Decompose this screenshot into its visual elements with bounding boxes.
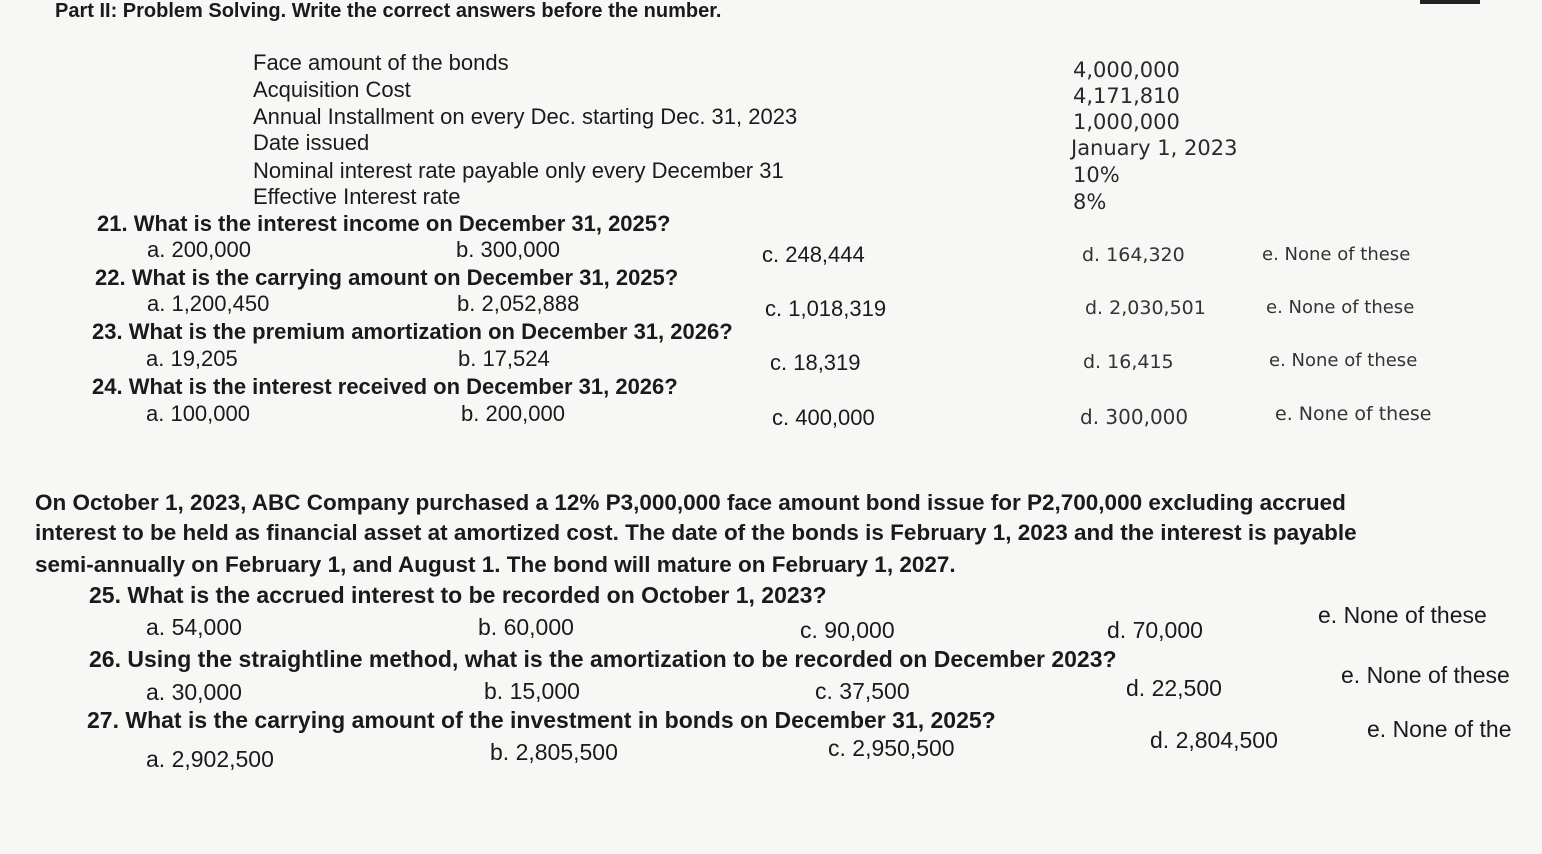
option-22b[interactable]: b. 2,052,888 xyxy=(457,291,580,316)
option-21b[interactable]: b. 300,000 xyxy=(456,237,560,262)
question-text: What is the accrued interest to be recorded on October 1, 2023? xyxy=(127,582,827,608)
option-27a[interactable]: a. 2,902,500 xyxy=(146,746,274,772)
given-label-date-issued: Date issued xyxy=(253,130,370,155)
question-21 xyxy=(97,211,670,237)
given-label-face-amount: Face amount of the bonds xyxy=(253,50,509,75)
given-value-face-amount: 4,000,000 xyxy=(1073,58,1180,82)
scenario-line-1: On October 1, 2023, ABC Company purchased a 12% P3,000,000 face amount bond issue for P2,700,000 excluding accrued xyxy=(35,490,1346,515)
option-25b[interactable]: b. 60,000 xyxy=(478,614,574,640)
option-23a[interactable]: a. 19,205 xyxy=(146,346,238,371)
given-value-acquisition-cost: 4,171,810 xyxy=(1073,84,1180,108)
question-number: 27. xyxy=(87,707,119,733)
option-25d[interactable]: d. 70,000 xyxy=(1107,617,1203,643)
option-25a[interactable]: a. 54,000 xyxy=(146,614,242,640)
given-value-effective-rate: 8% xyxy=(1073,190,1107,214)
option-23b[interactable]: b. 17,524 xyxy=(458,346,550,371)
option-25c[interactable]: c. 90,000 xyxy=(800,617,895,643)
option-24e[interactable]: e. None of these xyxy=(1275,403,1432,425)
option-26d[interactable]: d. 22,500 xyxy=(1126,675,1222,701)
scenario-line-2: interest to be held as financial asset at amortized cost. The date of the bonds is February 1, 2023 and the interest is payable xyxy=(35,520,1357,545)
option-26b[interactable]: b. 15,000 xyxy=(484,678,580,704)
question-23 xyxy=(92,319,733,345)
question-26 xyxy=(89,646,1117,673)
option-26e[interactable]: e. None of these xyxy=(1341,662,1510,688)
section-header: Part II: Problem Solving. Write the correct answers before the number. xyxy=(55,0,722,22)
given-value-date-issued: January 1, 2023 xyxy=(1071,136,1238,160)
option-22a[interactable]: a. 1,200,450 xyxy=(147,291,270,316)
given-label-effective-rate: Effective Interest rate xyxy=(253,184,461,209)
option-23d[interactable]: d. 16,415 xyxy=(1083,351,1174,373)
option-24c[interactable]: c. 400,000 xyxy=(772,405,875,430)
option-26c[interactable]: c. 37,500 xyxy=(815,678,910,704)
option-22d[interactable]: d. 2,030,501 xyxy=(1085,297,1206,319)
question-25 xyxy=(89,582,827,609)
option-21c[interactable]: c. 248,444 xyxy=(762,242,865,267)
option-27b[interactable]: b. 2,805,500 xyxy=(490,739,618,765)
given-label-annual-installment: Annual Installment on every Dec. starting Dec. 31, 2023 xyxy=(253,104,798,129)
question-text: What is the interest received on December 31, 2026? xyxy=(128,374,678,399)
option-27c[interactable]: c. 2,950,500 xyxy=(828,735,955,761)
question-number: 22. xyxy=(95,265,126,290)
question-22 xyxy=(95,265,678,291)
question-27 xyxy=(87,707,996,734)
scenario-line-3: semi-annually on February 1, and August 1. The bond will mature on February 1, 2027. xyxy=(35,552,956,577)
question-24 xyxy=(92,374,678,400)
question-text: What is the carrying amount of the investment in bonds on December 31, 2025? xyxy=(125,707,996,733)
option-21e[interactable]: e. None of these xyxy=(1262,244,1411,265)
given-value-annual-installment: 1,000,000 xyxy=(1073,110,1180,134)
option-22e[interactable]: e. None of these xyxy=(1266,297,1415,318)
question-number: 21. xyxy=(97,211,128,236)
option-27d[interactable]: d. 2,804,500 xyxy=(1150,727,1278,753)
option-25e[interactable]: e. None of these xyxy=(1318,602,1487,628)
question-text: What is the premium amortization on December 31, 2026? xyxy=(128,319,733,344)
option-22c[interactable]: c. 1,018,319 xyxy=(765,296,887,321)
question-text: What is the carrying amount on December 31, 2025? xyxy=(131,265,679,290)
option-24a[interactable]: a. 100,000 xyxy=(146,401,250,426)
option-24b[interactable]: b. 200,000 xyxy=(461,401,565,426)
given-value-nominal-rate: 10% xyxy=(1073,163,1120,187)
question-text: What is the interest income on December 31, 2025? xyxy=(133,211,671,236)
question-number: 23. xyxy=(92,319,123,344)
question-text: Using the straightline method, what is the amortization to be recorded on December 2023? xyxy=(127,646,1117,672)
option-23c[interactable]: c. 18,319 xyxy=(770,350,861,375)
given-label-nominal-rate: Nominal interest rate payable only every December 31 xyxy=(253,158,784,183)
question-number: 24. xyxy=(92,374,123,399)
option-26a[interactable]: a. 30,000 xyxy=(146,679,242,705)
option-27e[interactable]: e. None of the xyxy=(1367,716,1512,742)
option-24d[interactable]: d. 300,000 xyxy=(1080,405,1189,429)
option-21a[interactable]: a. 200,000 xyxy=(147,237,251,262)
question-number: 25. xyxy=(89,582,121,608)
top-edge-bar xyxy=(1420,0,1480,4)
question-number: 26. xyxy=(89,646,121,672)
given-label-acquisition-cost: Acquisition Cost xyxy=(253,77,411,102)
option-23e[interactable]: e. None of these xyxy=(1269,350,1418,371)
option-21d[interactable]: d. 164,320 xyxy=(1082,244,1185,266)
